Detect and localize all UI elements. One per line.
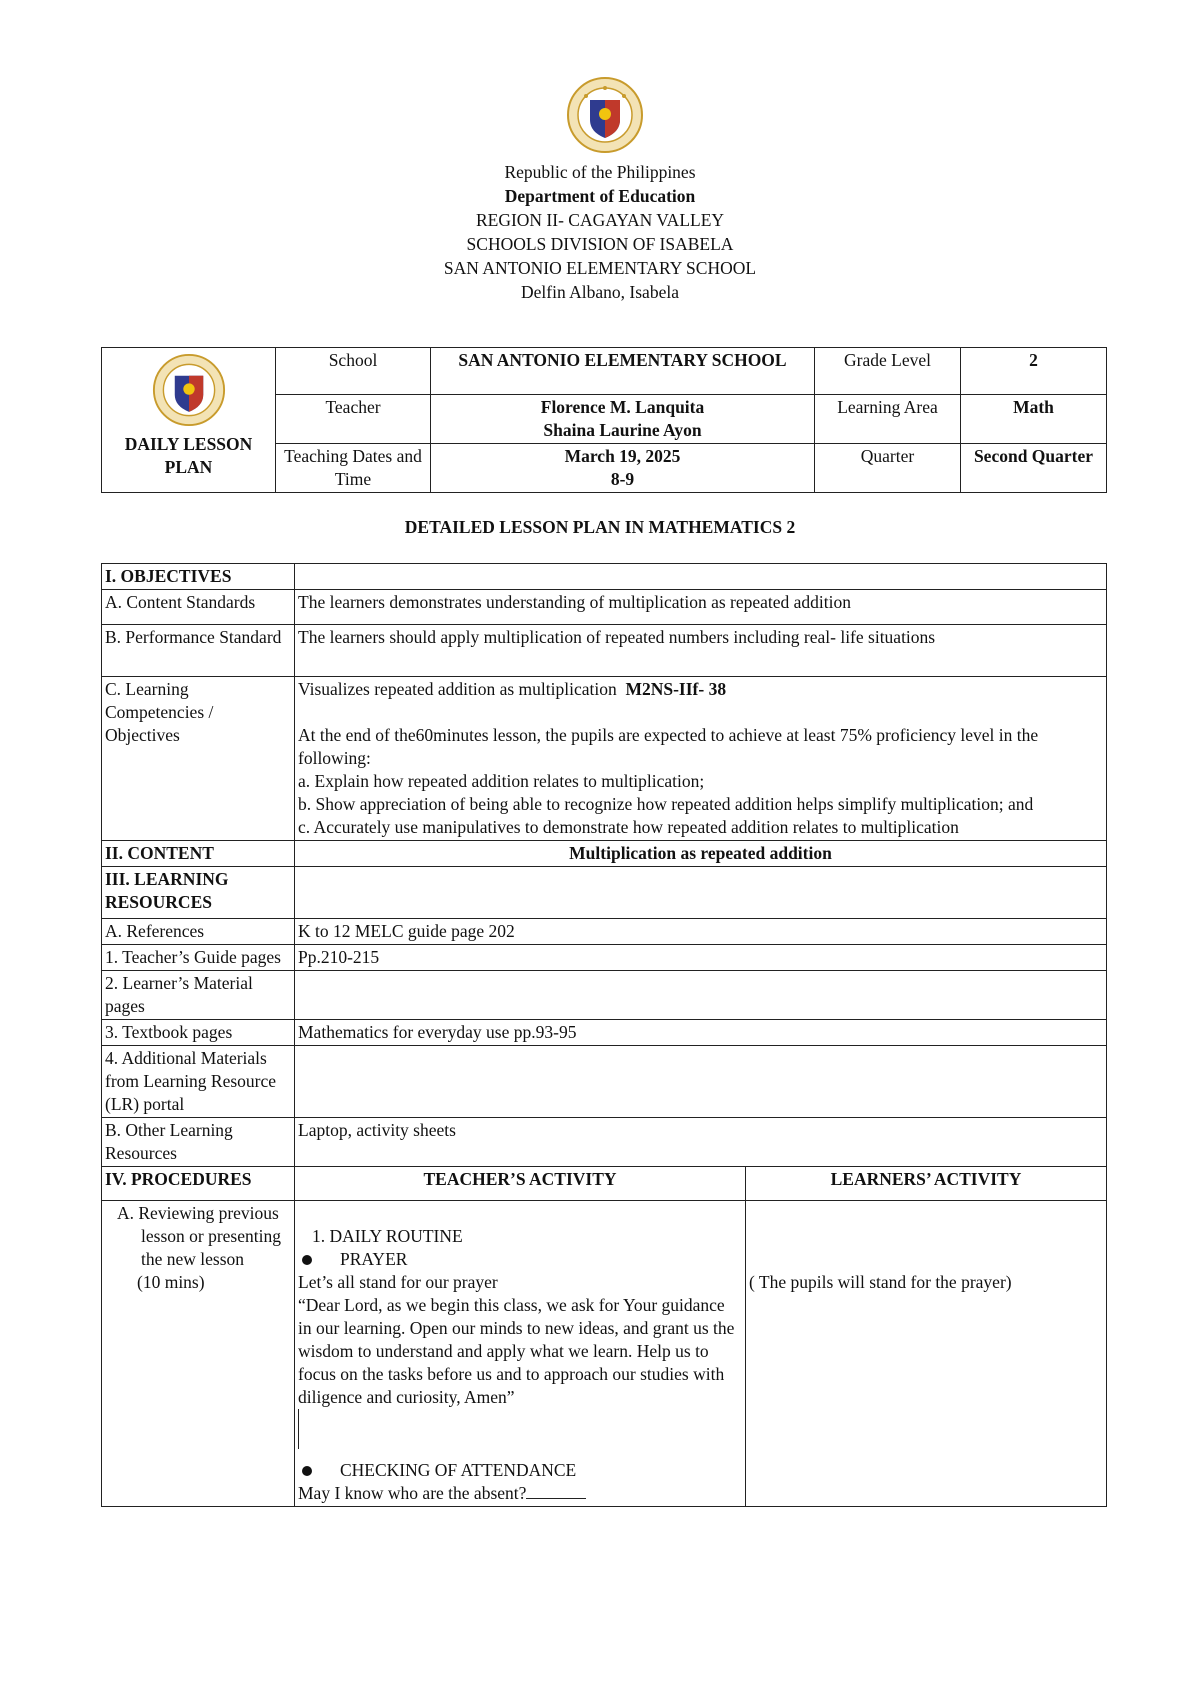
dates-label: Teaching Dates and Time <box>276 444 431 493</box>
objectives-intro: At the end of the60minutes lesson, the pupils are expected to achieve at least 75% proficiency level in the following: <box>298 725 1039 768</box>
header-address: Delfin Albano, Isabela <box>521 282 679 302</box>
content-standards-label: A. Content Standards <box>102 590 295 625</box>
header-region: REGION II- CAGAYAN VALLEY <box>475 210 725 230</box>
dates-time: 8-9 <box>610 469 635 489</box>
quarter-value: Second Quarter <box>961 444 1107 493</box>
letterhead <box>0 160 1200 304</box>
area-value: Math <box>961 395 1107 444</box>
lesson-plan-table <box>101 563 1107 1507</box>
objective-item-a: a. Explain how repeated addition relates to multiplication; <box>298 771 705 791</box>
school-label: School <box>276 348 431 395</box>
competency-text: Visualizes repeated addition as multiplication <box>298 679 617 699</box>
area-label: Learning Area <box>815 395 961 444</box>
attendance-label: CHECKING OF ATTENDANCE <box>340 1460 577 1480</box>
resources-blank <box>295 867 1107 919</box>
deped-seal-icon <box>152 353 226 427</box>
step-a-cell <box>102 1201 295 1507</box>
textbook-label: 3. Textbook pages <box>102 1020 295 1046</box>
teacher-activity-cell <box>295 1201 746 1507</box>
learners-material-label: 2. Learner’s Material pages <box>102 971 295 1020</box>
competencies-label: C. Learning Competencies / Objectives <box>102 677 295 841</box>
header-division: SCHOOLS DIVISION OF ISABELA <box>466 234 734 254</box>
divider <box>298 1409 742 1449</box>
header-department: Department of Education <box>504 186 696 206</box>
performance-standard-label: B. Performance Standard <box>102 625 295 677</box>
objectives-blank <box>295 564 1107 590</box>
prayer-label: PRAYER <box>340 1249 408 1269</box>
daily-routine: 1. DAILY ROUTINE <box>312 1226 463 1246</box>
prayer-item <box>298 1248 742 1271</box>
competency-code: M2NS-IIf- 38 <box>625 679 727 699</box>
content-value: Multiplication as repeated addition <box>295 841 1107 867</box>
attendance-item <box>298 1459 742 1482</box>
quarter-label: Quarter <box>815 444 961 493</box>
step-a-label: A. Reviewing previous lesson or presenting the new lesson <box>117 1203 281 1269</box>
references-label: A. References <box>102 919 295 945</box>
textbook-value: Mathematics for everyday use pp.93-95 <box>295 1020 1107 1046</box>
prayer-intro: Let’s all stand for our prayer <box>298 1272 498 1292</box>
teacher-label: Teacher <box>276 395 431 444</box>
competencies-value <box>295 677 1107 841</box>
deped-seal-icon <box>566 76 644 154</box>
learner-activity-cell <box>746 1201 1107 1507</box>
other-resources-value: Laptop, activity sheets <box>295 1118 1107 1167</box>
bullet-icon <box>302 1466 312 1476</box>
dlp-label: DAILY LESSON PLAN <box>124 434 253 477</box>
bullet-icon <box>302 1255 312 1265</box>
grade-value: 2 <box>961 348 1107 395</box>
procedures-heading: IV. PROCEDURES <box>102 1167 295 1201</box>
teacher-value <box>431 395 815 444</box>
learners-material-value <box>295 971 1107 1020</box>
other-resources-label: B. Other Learning Resources <box>102 1118 295 1167</box>
header-republic: Republic of the Philippines <box>504 162 696 182</box>
objective-item-c: c. Accurately use manipulatives to demonstrate how repeated addition relates to multiplication <box>298 817 959 837</box>
plan-title: DETAILED LESSON PLAN IN MATHEMATICS 2 <box>404 517 796 537</box>
dates-value <box>431 444 815 493</box>
objectives-heading: I. OBJECTIVES <box>102 564 295 590</box>
header-school: SAN ANTONIO ELEMENTARY SCHOOL <box>443 258 757 278</box>
teachers-guide-value: Pp.210-215 <box>295 945 1107 971</box>
grade-label: Grade Level <box>815 348 961 395</box>
additional-materials-value <box>295 1046 1107 1118</box>
prayer-text: “Dear Lord, as we begin this class, we ask for Your guidance in our learning. Open our minds to new ideas, and grant us the wisdom to understand and apply what we learn. Help us to focus on the tasks before us and to approach our studies with diligence and curiosity, Amen” <box>298 1295 735 1407</box>
teacher-name-1: Florence M. Lanquita <box>540 397 705 417</box>
objective-item-b: b. Show appreciation of being able to recognize how repeated addition helps simplify multiplication; and <box>298 794 1034 814</box>
resources-heading: III. LEARNING RESOURCES <box>102 867 295 919</box>
learner-prayer: ( The pupils will stand for the prayer) <box>749 1272 1012 1292</box>
teacher-activity-heading: TEACHER’S ACTIVITY <box>295 1167 746 1201</box>
references-value: K to 12 MELC guide page 202 <box>295 919 1107 945</box>
attendance-question: May I know who are the absent? <box>298 1482 742 1505</box>
dlp-cell <box>102 348 276 493</box>
dates-date: March 19, 2025 <box>564 446 681 466</box>
content-heading: II. CONTENT <box>102 841 295 867</box>
step-a-time: (10 mins) <box>137 1272 205 1292</box>
additional-materials-label: 4. Additional Materials from Learning Resource (LR) portal <box>102 1046 295 1118</box>
learner-activity-heading: LEARNERS’ ACTIVITY <box>746 1167 1107 1201</box>
performance-standard-value: The learners should apply multiplication of repeated numbers including real- life situations <box>295 625 1107 677</box>
content-standards-value: The learners demonstrates understanding of multiplication as repeated addition <box>295 590 1107 625</box>
teacher-name-2: Shaina Laurine Ayon <box>543 420 702 440</box>
teachers-guide-label: 1. Teacher’s Guide pages <box>102 945 295 971</box>
lesson-info-table <box>101 347 1107 493</box>
school-value: SAN ANTONIO ELEMENTARY SCHOOL <box>431 348 815 395</box>
